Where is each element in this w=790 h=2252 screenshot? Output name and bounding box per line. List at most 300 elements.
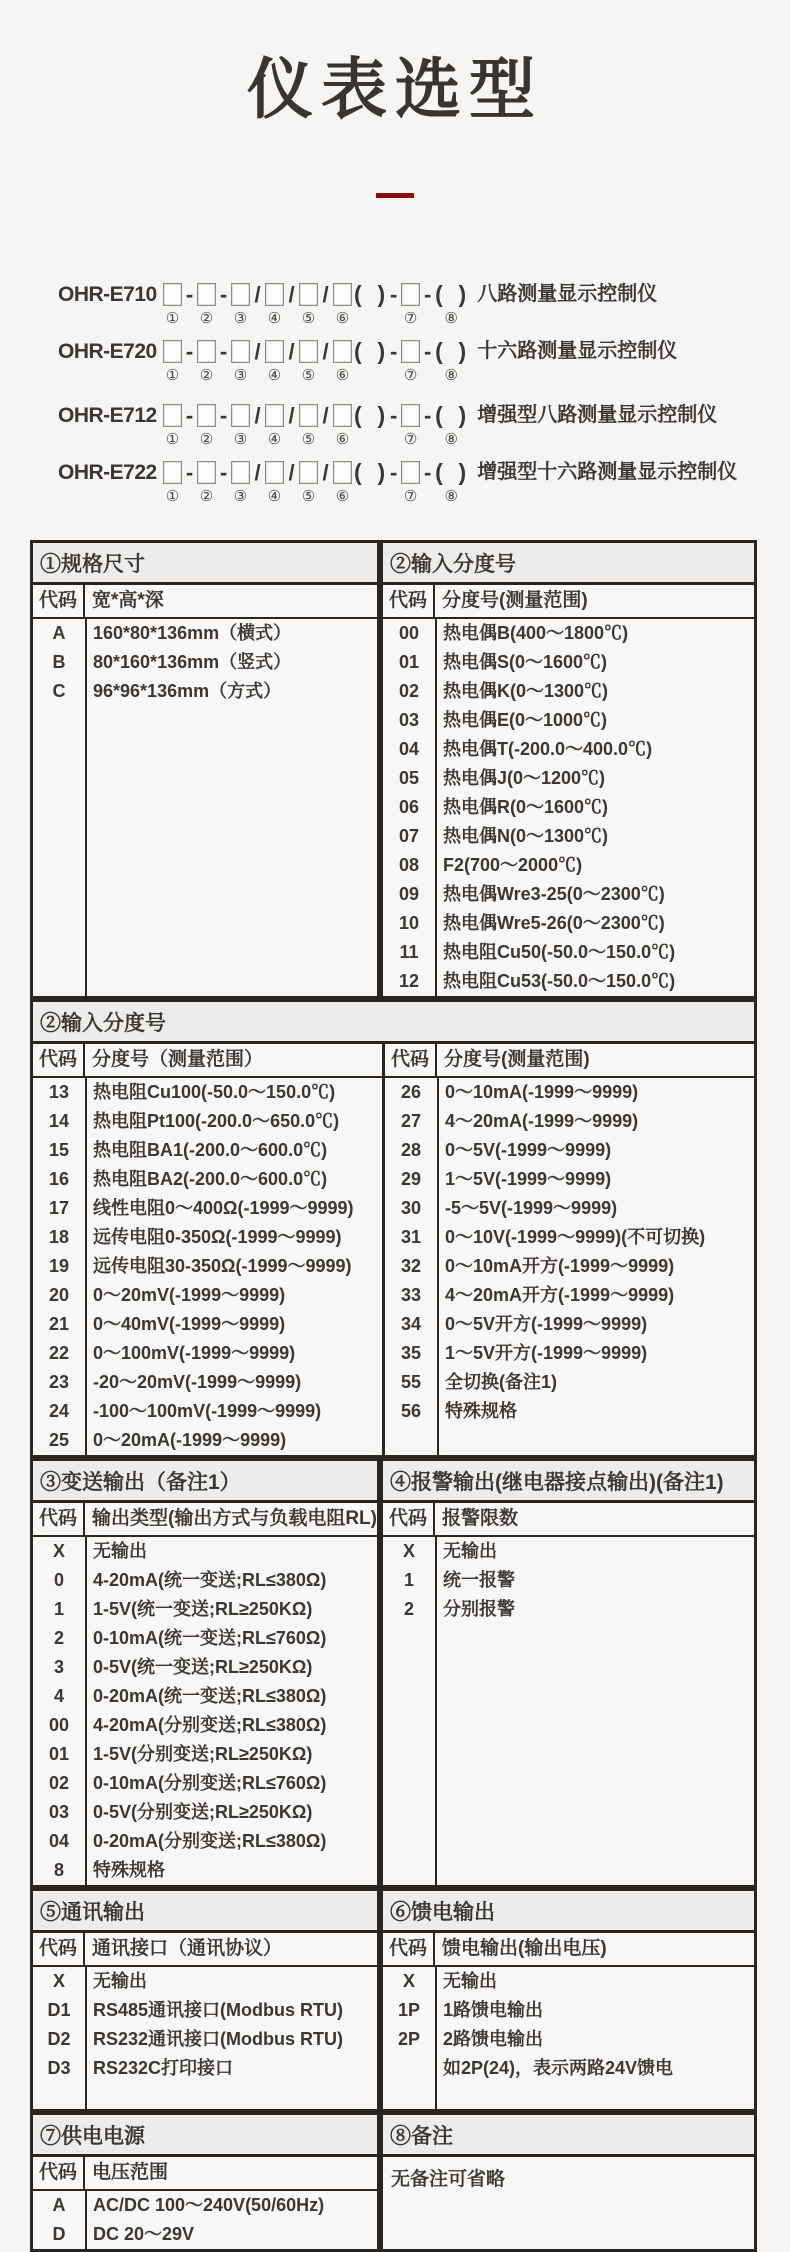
code-cell: 00	[48, 1715, 70, 1735]
value-cell: 无输出	[443, 1541, 497, 1561]
field-box	[163, 403, 182, 428]
code-cell: 16	[48, 1169, 70, 1189]
token-glyph: -	[185, 281, 194, 307]
table-row	[385, 1310, 754, 1339]
table-row	[385, 1252, 754, 1281]
value-cell: 4-20mA(分别变送;RL≤380Ω)	[93, 1715, 327, 1735]
table-row	[385, 1339, 754, 1368]
table-body	[383, 619, 754, 996]
code-cell: 28	[400, 1140, 422, 1160]
circled-number: ⑥	[335, 431, 350, 448]
pattern-separator	[388, 282, 399, 330]
table-row	[383, 851, 754, 880]
pattern-separator	[286, 460, 297, 508]
pattern-separator	[286, 403, 297, 451]
value-cell: 1～5V(-1999～9999)	[445, 1169, 612, 1189]
value-cell: 0-5V(分别变送;RL≥250KΩ)	[93, 1802, 313, 1822]
table-row	[33, 2025, 377, 2054]
pattern-separator	[252, 460, 263, 508]
value-cell: 0～40mV(-1999～9999)	[93, 1314, 286, 1334]
model-field-slot	[163, 403, 182, 451]
table-row	[33, 1798, 377, 1827]
value-cell: 热电偶Wre3-25(0～2300℃)	[443, 884, 665, 904]
value-cell: 热电偶N(0～1300℃)	[443, 826, 609, 846]
token-glyph: /	[288, 459, 295, 485]
circled-number: ②	[199, 310, 214, 327]
field-box	[163, 339, 182, 364]
table-row	[383, 1595, 754, 1624]
value-cell: 1-5V(统一变送;RL≥250KΩ)	[93, 1599, 313, 1619]
pattern-separator	[422, 339, 433, 387]
column-header: 代码	[383, 585, 435, 617]
circled-number: ⑦	[403, 431, 418, 448]
empty-field-box	[265, 283, 284, 306]
field-box	[197, 460, 216, 485]
column-header: 代码	[33, 1503, 85, 1535]
empty-field-box	[231, 340, 250, 363]
code-cell: D	[52, 2224, 66, 2244]
code-cell: 24	[48, 1401, 70, 1421]
value-cell: 远传电阻30-350Ω(-1999～9999)	[93, 1256, 352, 1276]
circled-number: ③	[233, 367, 248, 384]
pattern-separator	[218, 403, 229, 451]
value-cell: -100～100mV(-1999～9999)	[93, 1401, 322, 1421]
code-cell: 09	[398, 884, 420, 904]
token-glyph: -	[423, 281, 432, 307]
table-row	[383, 822, 754, 851]
token-glyph: ( )	[354, 281, 387, 307]
table-row	[383, 706, 754, 735]
value-cell: 160*80*136mm（横式）	[93, 623, 292, 643]
table-row	[385, 1165, 754, 1194]
table-row	[33, 2191, 377, 2220]
value-cell: 热电阻Cu53(-50.0～150.0℃)	[443, 971, 676, 991]
code-cell: 13	[48, 1082, 70, 1102]
table-row	[383, 1996, 754, 2025]
model-paren-slot	[354, 403, 386, 451]
token-glyph: /	[288, 281, 295, 307]
pattern-separator	[218, 460, 229, 508]
section-note: 无备注可省略	[391, 2169, 506, 2190]
pattern-separator	[184, 460, 195, 508]
circled-number: ⑤	[301, 367, 316, 384]
column-header: 代码	[383, 1933, 435, 1965]
model-code: OHR-E712	[58, 404, 157, 427]
column-header-row	[33, 2157, 377, 2191]
field-box	[299, 460, 318, 485]
token-glyph: -	[219, 402, 228, 428]
value-cell: 80*160*136mm（竖式）	[93, 652, 292, 672]
section-title: ④报警输出(继电器接点输出)(备注1)	[383, 1461, 754, 1503]
code-cell: X	[402, 1971, 415, 1991]
table-row	[383, 648, 754, 677]
code-cell: D3	[47, 2058, 71, 2078]
section-title: ⑤通讯输出	[33, 1891, 377, 1933]
pattern-separator	[218, 282, 229, 330]
table-row	[33, 677, 377, 706]
circled-number: ⑧	[444, 367, 458, 384]
model-field-slot	[231, 282, 250, 330]
token-glyph: /	[254, 402, 261, 428]
table-row	[33, 1136, 382, 1165]
empty-field-box	[163, 340, 182, 363]
value-cell: 无输出	[443, 1971, 497, 1991]
table-row	[383, 1537, 754, 1566]
token-glyph: /	[254, 281, 261, 307]
value-cell: 热电阻Pt100(-200.0～650.0℃)	[93, 1111, 340, 1131]
table-row	[385, 1281, 754, 1310]
column-header: 通讯接口（通讯协议）	[92, 1938, 283, 1959]
token-glyph: ( )	[435, 338, 468, 364]
empty-field-box	[231, 461, 250, 484]
page-title: 仪表选型	[247, 52, 543, 126]
column-header: 电压范围	[92, 2162, 169, 2183]
code-cell: 04	[48, 1831, 70, 1851]
field-box	[299, 403, 318, 428]
circled-number: ⑥	[335, 367, 350, 384]
value-cell: 0-5V(统一变送;RL≥250KΩ)	[93, 1657, 313, 1677]
table-row	[33, 1827, 377, 1856]
value-cell: 无输出	[93, 1971, 147, 1991]
model-field-slot	[197, 339, 216, 387]
section-title: ⑧备注	[383, 2115, 754, 2157]
code-cell: 20	[48, 1285, 70, 1305]
code-cell: 55	[400, 1372, 422, 1392]
column-header: 代码	[385, 1044, 437, 1076]
table-body	[33, 1078, 382, 1455]
empty-field-box	[265, 340, 284, 363]
code-cell: A	[52, 623, 66, 643]
value-cell: 热电偶B(400～1800℃)	[443, 623, 629, 643]
code-cell: 11	[399, 942, 419, 962]
code-cell: B	[52, 652, 66, 672]
field-box	[197, 403, 216, 428]
code-cell: 04	[398, 739, 420, 759]
model-field-slot	[401, 460, 420, 508]
code-cell: 01	[398, 652, 420, 672]
circled-number: ⑥	[335, 488, 350, 505]
pattern-separator	[422, 282, 433, 330]
model-code-pattern	[162, 282, 468, 330]
table-row	[385, 1223, 754, 1252]
token-glyph: -	[389, 281, 398, 307]
power-supply-table	[30, 2112, 380, 2252]
field-box	[333, 460, 352, 485]
table-row	[33, 1223, 382, 1252]
value-cell: 热电阻Cu50(-50.0～150.0℃)	[443, 942, 676, 962]
code-cell: 02	[48, 1773, 70, 1793]
code-cell: 02	[398, 681, 420, 701]
value-cell: 全切换(备注1)	[445, 1372, 557, 1392]
model-paren-slot	[435, 339, 467, 387]
empty-field-box	[401, 461, 420, 484]
value-cell: 0-20mA(统一变送;RL≤380Ω)	[93, 1686, 327, 1706]
table-row	[33, 1740, 377, 1769]
code-cell: 1P	[397, 2000, 421, 2020]
value-cell: AC/DC 100～240V(50/60Hz)	[93, 2195, 325, 2215]
spec-size-table	[30, 540, 380, 999]
empty-field-box	[299, 404, 318, 427]
sub-table-right	[382, 1044, 754, 1455]
pattern-separator	[286, 339, 297, 387]
value-cell: 0～10mA(-1999～9999)	[445, 1082, 639, 1102]
code-cell: 03	[48, 1802, 70, 1822]
field-box	[265, 339, 284, 364]
field-box	[333, 403, 352, 428]
value-cell: 0-20mA(分别变送;RL≤380Ω)	[93, 1831, 327, 1851]
table-body	[33, 1537, 377, 1885]
value-cell: 4～20mA开方(-1999～9999)	[445, 1285, 675, 1305]
pattern-separator	[218, 339, 229, 387]
code-cell: 29	[400, 1169, 422, 1189]
code-cell: 17	[48, 1198, 70, 1218]
model-field-slot	[265, 460, 284, 508]
table-band	[30, 2112, 757, 2252]
token-glyph: -	[219, 281, 228, 307]
field-box	[231, 339, 250, 364]
field-box	[265, 282, 284, 307]
model-paren-slot	[435, 282, 467, 330]
table-row	[33, 1967, 377, 1996]
value-cell: 4～20mA(-1999～9999)	[445, 1111, 639, 1131]
value-cell: 热电偶S(0～1600℃)	[443, 652, 608, 672]
value-cell: 热电偶Wre5-26(0～2300℃)	[443, 913, 665, 933]
model-field-slot	[265, 282, 284, 330]
code-cell: C	[52, 681, 66, 701]
token-glyph: ( )	[354, 459, 387, 485]
value-cell: 热电偶T(-200.0～400.0℃)	[443, 739, 653, 759]
table-band	[30, 999, 757, 1458]
token-glyph: /	[288, 338, 295, 364]
token-glyph: -	[185, 459, 194, 485]
field-box	[163, 282, 182, 307]
table-row	[385, 1397, 754, 1426]
code-cell: 14	[48, 1111, 70, 1131]
circled-number: ⑦	[403, 488, 418, 505]
code-cell: X	[52, 1971, 65, 1991]
code-cell: 22	[48, 1343, 70, 1363]
pattern-separator	[422, 403, 433, 451]
table-row	[385, 1107, 754, 1136]
circled-number: ⑦	[403, 367, 418, 384]
code-cell	[383, 2054, 435, 2083]
pattern-separator	[286, 282, 297, 330]
code-cell: 18	[48, 1227, 70, 1247]
code-cell: 2P	[397, 2029, 421, 2049]
value-cell: 特殊规格	[445, 1401, 517, 1421]
value-cell: 热电阻Cu100(-50.0～150.0℃)	[93, 1082, 336, 1102]
value-cell: 0～5V开方(-1999～9999)	[445, 1314, 648, 1334]
value-cell: 2路馈电输出	[443, 2029, 544, 2049]
code-cell: X	[402, 1541, 415, 1561]
empty-field-box	[163, 461, 182, 484]
table-row	[33, 1566, 377, 1595]
value-cell: 0-10mA(分别变送;RL≤760Ω)	[93, 1773, 327, 1793]
model-row	[58, 460, 790, 510]
table-row	[33, 2054, 377, 2083]
model-field-slot	[163, 339, 182, 387]
model-field-slot	[231, 339, 250, 387]
table-row	[33, 1078, 382, 1107]
table-row	[33, 1682, 377, 1711]
value-cell: RS485通讯接口(Modbus RTU)	[93, 2000, 344, 2020]
code-cell: D1	[47, 2000, 71, 2020]
model-field-slot	[333, 460, 352, 508]
section-title: ③变送输出（备注1）	[33, 1461, 377, 1503]
value-cell: -20～20mV(-1999～9999)	[93, 1372, 302, 1392]
model-field-slot	[265, 339, 284, 387]
transmit-output-table	[30, 1458, 380, 1888]
pattern-separator	[252, 403, 263, 451]
model-paren-slot	[354, 282, 386, 330]
pattern-separator	[320, 403, 331, 451]
empty-field-box	[231, 283, 250, 306]
circled-number: ⑧	[444, 310, 458, 327]
table-row	[383, 880, 754, 909]
token-glyph: -	[219, 459, 228, 485]
token-glyph: /	[322, 281, 329, 307]
code-cell: 12	[398, 971, 420, 991]
model-field-slot	[231, 403, 250, 451]
empty-field-box	[163, 404, 182, 427]
field-box	[231, 460, 250, 485]
circled-number: ③	[233, 310, 248, 327]
value-cell: 无输出	[93, 1541, 147, 1561]
model-field-slot	[299, 460, 318, 508]
model-code: OHR-E710	[58, 283, 157, 306]
model-row	[58, 403, 790, 453]
value-cell: 0～20mA(-1999～9999)	[93, 1430, 287, 1450]
pattern-separator	[252, 339, 263, 387]
code-cell: 2	[53, 1628, 64, 1648]
empty-field-box	[197, 461, 216, 484]
empty-field-box	[299, 461, 318, 484]
model-paren-slot	[354, 339, 386, 387]
empty-field-box	[197, 283, 216, 306]
column-header: 输出类型(输出方式与负载电阻RL)	[92, 1508, 377, 1529]
model-code: OHR-E722	[58, 461, 157, 484]
token-glyph: /	[322, 402, 329, 428]
code-cell: 2	[403, 1599, 414, 1619]
title-accent-dash	[376, 193, 414, 198]
value-cell: 0～100mV(-1999～9999)	[93, 1343, 296, 1363]
table-body	[33, 1967, 377, 2109]
circled-number: ②	[199, 431, 214, 448]
section-title: ②输入分度号	[383, 543, 754, 585]
model-code-pattern	[162, 460, 468, 508]
empty-field-box	[265, 461, 284, 484]
table-band	[30, 1888, 757, 2112]
model-paren-slot	[435, 403, 467, 451]
table-row	[383, 1967, 754, 1996]
table-row	[33, 1107, 382, 1136]
code-cell: 07	[398, 826, 420, 846]
field-box	[265, 403, 284, 428]
table-row	[383, 967, 754, 996]
code-cell: 26	[400, 1082, 422, 1102]
value-cell: 热电偶K(0～1300℃)	[443, 681, 609, 701]
empty-field-box	[333, 404, 352, 427]
sub-table-left	[33, 1044, 382, 1455]
table-row	[383, 677, 754, 706]
table-row	[383, 735, 754, 764]
table-body	[383, 1967, 754, 2109]
code-cell: 21	[48, 1314, 70, 1334]
table-row	[385, 1136, 754, 1165]
circled-number: ⑥	[335, 310, 350, 327]
model-description: 十六路测量显示控制仪	[477, 340, 678, 362]
column-header: 分度号(测量范围)	[444, 1049, 590, 1070]
value-cell: 热电偶J(0～1200℃)	[443, 768, 606, 788]
table-row	[33, 1252, 382, 1281]
value-cell: 0～5V(-1999～9999)	[445, 1140, 612, 1160]
alarm-output-table	[380, 1458, 757, 1888]
token-glyph: ( )	[435, 459, 468, 485]
token-glyph: /	[288, 402, 295, 428]
token-glyph: -	[389, 402, 398, 428]
model-code-pattern	[162, 339, 468, 387]
pattern-separator	[388, 339, 399, 387]
value-cell: 特殊规格	[93, 1860, 165, 1880]
table-row	[33, 1310, 382, 1339]
value-cell: -5～5V(-1999～9999)	[445, 1198, 618, 1218]
pattern-separator	[388, 460, 399, 508]
table-row	[33, 1368, 382, 1397]
model-field-slot	[401, 339, 420, 387]
model-field-slot	[197, 282, 216, 330]
model-field-slot	[299, 339, 318, 387]
section-title: ⑦供电电源	[33, 2115, 377, 2157]
input-div-a-table	[380, 540, 757, 999]
value-cell: 热电偶E(0～1000℃)	[443, 710, 608, 730]
column-header-row	[33, 1044, 382, 1078]
code-cell: 33	[400, 1285, 422, 1305]
pattern-separator	[184, 282, 195, 330]
field-box	[299, 282, 318, 307]
table-row	[33, 1194, 382, 1223]
code-cell: A	[52, 2195, 66, 2215]
value-cell: 热电阻BA1(-200.0～600.0℃)	[93, 1140, 328, 1160]
table-body	[33, 2191, 377, 2249]
model-paren-slot	[354, 460, 386, 508]
empty-field-box	[299, 340, 318, 363]
circled-number: ②	[199, 367, 214, 384]
table-row	[383, 764, 754, 793]
empty-field-box	[401, 404, 420, 427]
table-row	[33, 1165, 382, 1194]
selection-tables	[30, 540, 757, 2252]
table-band	[30, 1458, 757, 1888]
model-field-slot	[401, 282, 420, 330]
column-header: 分度号(测量范围)	[442, 590, 588, 611]
table-row	[33, 1339, 382, 1368]
token-glyph: ( )	[354, 338, 387, 364]
empty-field-box	[231, 404, 250, 427]
field-box	[401, 403, 420, 428]
table-row	[33, 1624, 377, 1653]
table-row	[383, 2025, 754, 2054]
value-cell: 热电偶R(0～1600℃)	[443, 797, 609, 817]
table-row	[33, 1281, 382, 1310]
column-header: 分度号（测量范围）	[92, 1049, 264, 1070]
circled-number: ⑦	[403, 310, 418, 327]
value-cell: 线性电阻0～400Ω(-1999～9999)	[93, 1198, 354, 1218]
value-cell: 统一报警	[443, 1570, 515, 1590]
code-cell: X	[52, 1541, 65, 1561]
circled-number: ⑧	[444, 431, 458, 448]
table-row	[385, 1078, 754, 1107]
token-glyph: -	[423, 338, 432, 364]
